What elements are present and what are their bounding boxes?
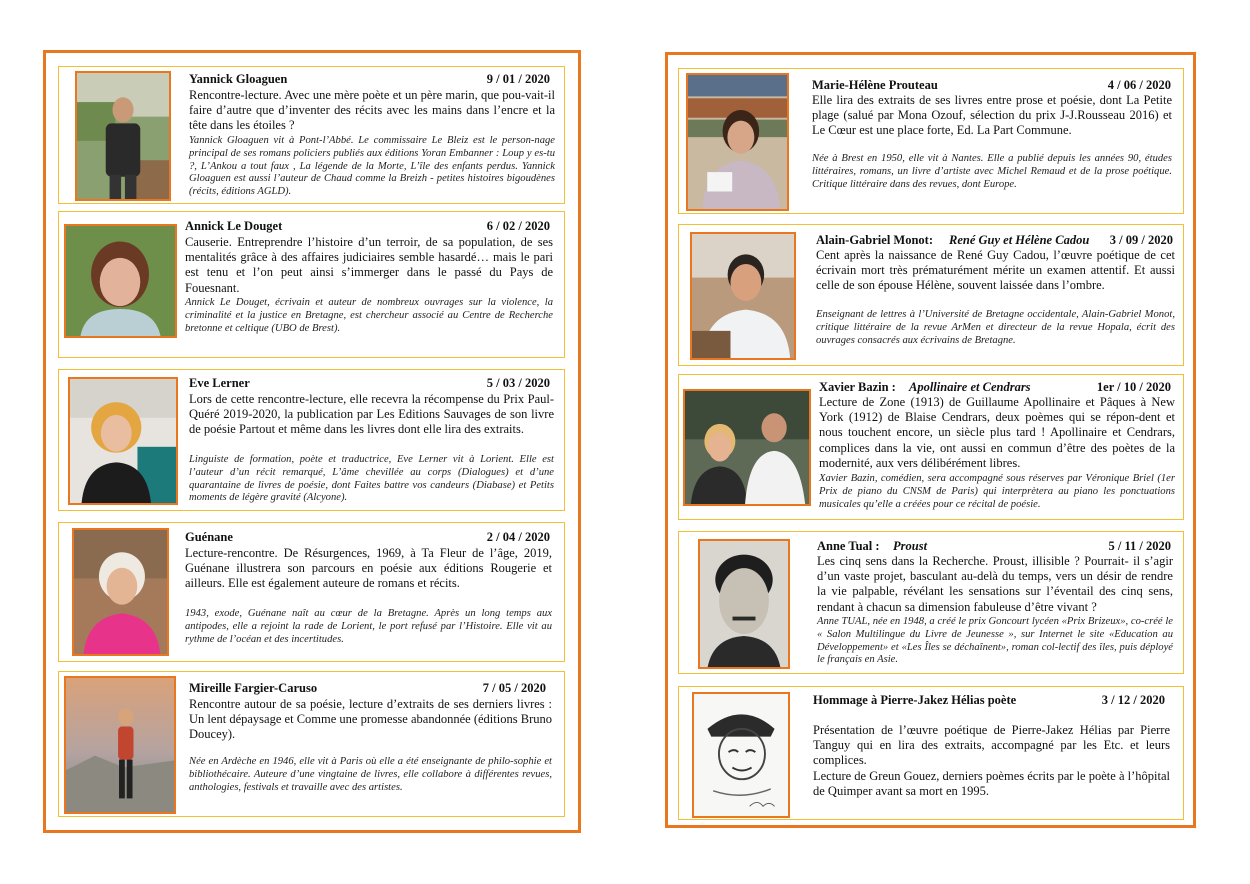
author-bio: Née à Brest en 1950, elle vit à Nantes. Elle a publié depuis les années 90, études littéraires, romans, un livre d’artiste avec Michel Remaud et de la prose poétique. Critique littéraire dans des revues, dont Europe. [812, 153, 1172, 190]
author-name: Xavier Bazin : [819, 380, 896, 394]
author-bio: Xavier Bazin, comédien, sera accompagné sous réserves par Véronique Briel (1er Prix de piano du CNSM de Paris) qui interprètera au piano les ponctuations musicales qu’elle a créées pour ce récital de poésie. [819, 473, 1175, 510]
author-photo [686, 73, 789, 211]
author-photo [64, 676, 176, 814]
author-photo [690, 232, 796, 360]
event-card [58, 66, 565, 204]
event-card [678, 374, 1184, 520]
author-name: Mireille Fargier-Caruso [189, 681, 318, 695]
event-subtitle: René Guy et Hélène Cadou [949, 233, 1090, 247]
event-description: Les cinq sens dans la Recherche. Proust, illisible ? Pourrait- il s’agir d’un vaste projet, basculant au-delà du temps, vers un désir de rendre la vie palpable, révélant les sensations sur l’éventail des cinq sens, rendant à chacun sa dimension fabuleuse d’être vivant ? [817, 554, 1173, 614]
author-bio: Yannick Gloaguen vit à Pont-l’Abbé. Le commissaire Le Bleiz est le person-nage principal de ses romans policiers publiés aux éditions Yoran Embanner : Loup y es-tu ?, L’Ankou a tout faux , La légende de la Morte, L’île des enfants perdus. Yannick Gloaguen est aussi l’auteur de Chaud comme la Breizh - petites histoires bigoudènes (récits, éditions AGLD). [189, 135, 555, 198]
event-date: 4 / 06 / 2020 [1107, 78, 1171, 92]
event-date: 5 / 11 / 2020 [1108, 539, 1171, 553]
event-card [678, 686, 1184, 820]
author-photo [64, 224, 177, 338]
event-date: 9 / 01 / 2020 [486, 72, 550, 86]
author-name: Guénane [185, 530, 233, 544]
event-subtitle: Apollinaire et Cendrars [909, 380, 1031, 394]
event-description: Rencontre-lecture. Avec une mère poète et un père marin, que pou-vait-il faire d’autre que d’inventer des récits avec les mains dans l’encre et la tête dans les étoiles ? [189, 88, 555, 133]
event-date: 1er / 10 / 2020 [1096, 380, 1171, 394]
event-card [58, 522, 565, 662]
author-photo [692, 692, 790, 818]
author-name: Marie-Hélène Prouteau [812, 78, 938, 92]
event-description: Lecture-rencontre. De Résurgences, 1969, à Ta Fleur de l’âge, 2019, Guénane illustrera son parcours en poésie aux éditions Rougerie et ailleurs. Elle est également auteure de romans et récits. [185, 546, 552, 591]
event-description: Lors de cette rencontre-lecture, elle recevra la récompense du Prix Paul-Quéré 2019-2020, la publication par Les Editions Sauvages de son livre de poésie Partout et même dans les livres dont elle lira des extraits. [189, 392, 554, 437]
author-photo [683, 389, 811, 506]
event-card [678, 531, 1184, 674]
event-subtitle: Proust [893, 539, 928, 553]
author-name: Anne Tual : [817, 539, 880, 553]
author-name: Eve Lerner [189, 376, 250, 390]
event-date: 2 / 04 / 2020 [486, 530, 550, 544]
event-description: Cent après la naissance de René Guy Cadou, l’œuvre poétique de cet écrivain mort très prématurément mérite un examen attentif. Et aussi celle de son épouse Hélène, souvent laissée dans l’ombre. [816, 248, 1175, 293]
event-description: Présentation de l’œuvre poétique de Pierre-Jakez Hélias par Pierre Tanguy qui en lira des extraits, accompagné par les Etc. et leurs complices. [813, 723, 1170, 768]
event-card [58, 211, 565, 358]
event-date: 6 / 02 / 2020 [486, 219, 550, 233]
event-date: 3 / 12 / 2020 [1101, 693, 1165, 707]
author-photo [75, 71, 171, 201]
event-card [58, 671, 565, 817]
event-description: Causerie. Entreprendre l’histoire d’un terroir, de sa population, de ses mentalités grâce à des affaires judiciaires semble hasardé… mais le pari est tenu et l’on peut ainsi s’immerger dans le passé du Pays de Fouesnant. [185, 235, 553, 295]
event-card [678, 68, 1184, 214]
author-bio: Anne TUAL, née en 1948, a créé le prix Goncourt lycéen «Prix Brizeux», co-créé le « Salon Multilingue du Livre de Jeunesse », sur Internet le site «Education au Développement» et «Les Îles se déchaînent», roman col-lectif des îles, puis déployé le français en Asie. [817, 616, 1173, 666]
author-bio: Annick Le Douget, écrivain et auteur de nombreux ouvrages sur la violence, la criminalité et la justice en Bretagne, est chercheur associé au Centre de Recherche bretonne et celtique (UBO de Brest). [185, 297, 553, 334]
author-name: Annick Le Douget [185, 219, 283, 233]
author-name: Alain-Gabriel Monot: [816, 233, 934, 247]
author-photo [698, 539, 790, 669]
author-name: Yannick Gloaguen [189, 72, 288, 86]
author-bio: Née en Ardèche en 1946, elle vit à Paris où elle a été enseignante de philo-sophie et bibliothécaire. Auteure d’une vingtaine de livres, elle collabore à différentes revues, anthologies, festivals et travaille avec des artistes. [189, 756, 552, 793]
event-date: 7 / 05 / 2020 [482, 681, 546, 695]
author-name: Hommage à Pierre-Jakez Hélias poète [813, 693, 1017, 707]
author-bio: Enseignant de lettres à l’Université de Bretagne occidentale, Alain-Gabriel Monot, critique littéraire de la revue ArMen et directeur de la revue Hopala, écrit des ouvrages consacrés aux écrivains de Bretagne. [816, 309, 1175, 346]
author-photo [72, 528, 169, 656]
event-description: Lecture de Zone (1913) de Guillaume Apollinaire et Pâques à New York (1912) de Blaise Cendrars, deux poèmes qui se répon-dent et nous touchent encore, un siècle plus tard ! Apollinaire et Cendrars, complices dans la vie, ont aussi en commun d’être des poètes de la modernité, aux vers délibérément libres. [819, 395, 1175, 470]
event-date: 5 / 03 / 2020 [486, 376, 550, 390]
event-description-reading: Lecture de Greun Gouez, derniers poèmes écrits par le poète à l’hôpital de Quimper avant sa mort en 1995. [813, 769, 1170, 799]
author-bio: Linguiste de formation, poète et traductrice, Eve Lerner vit à Lorient. Elle est l’auteur d’un récit remarqué, L’âme chevillée au corps (Dialogues) et d’une quarantaine de livres de poésie, dont Faites battre vos candeurs (Diabase) et Petits moments de légère gravité (Alcyone). [189, 454, 554, 504]
event-date: 3 / 09 / 2020 [1109, 233, 1173, 247]
event-card [58, 369, 565, 511]
event-card [678, 224, 1184, 366]
event-description: Elle lira des extraits de ses livres entre prose et poésie, dont La Petite plage (salué par Mona Ozouf, sélection du prix J-J.Rousseau 2016) et Le Cœur est une place forte, Ed. La Part Commune. [812, 93, 1172, 138]
author-photo [68, 377, 178, 505]
event-description: Rencontre autour de sa poésie, lecture d’extraits de ses derniers livres : Un lent dépaysage et Comme une promesse abandonnée (éditions Bruno Doucey). [189, 697, 552, 742]
author-bio: 1943, exode, Guénane naît au cœur de la Bretagne. Après un long temps aux antipodes, elle a rejoint la rade de Lorient, le port refusé par l’Histoire. Elle vit au rythme de l’océan et des incertitudes. [185, 608, 552, 645]
